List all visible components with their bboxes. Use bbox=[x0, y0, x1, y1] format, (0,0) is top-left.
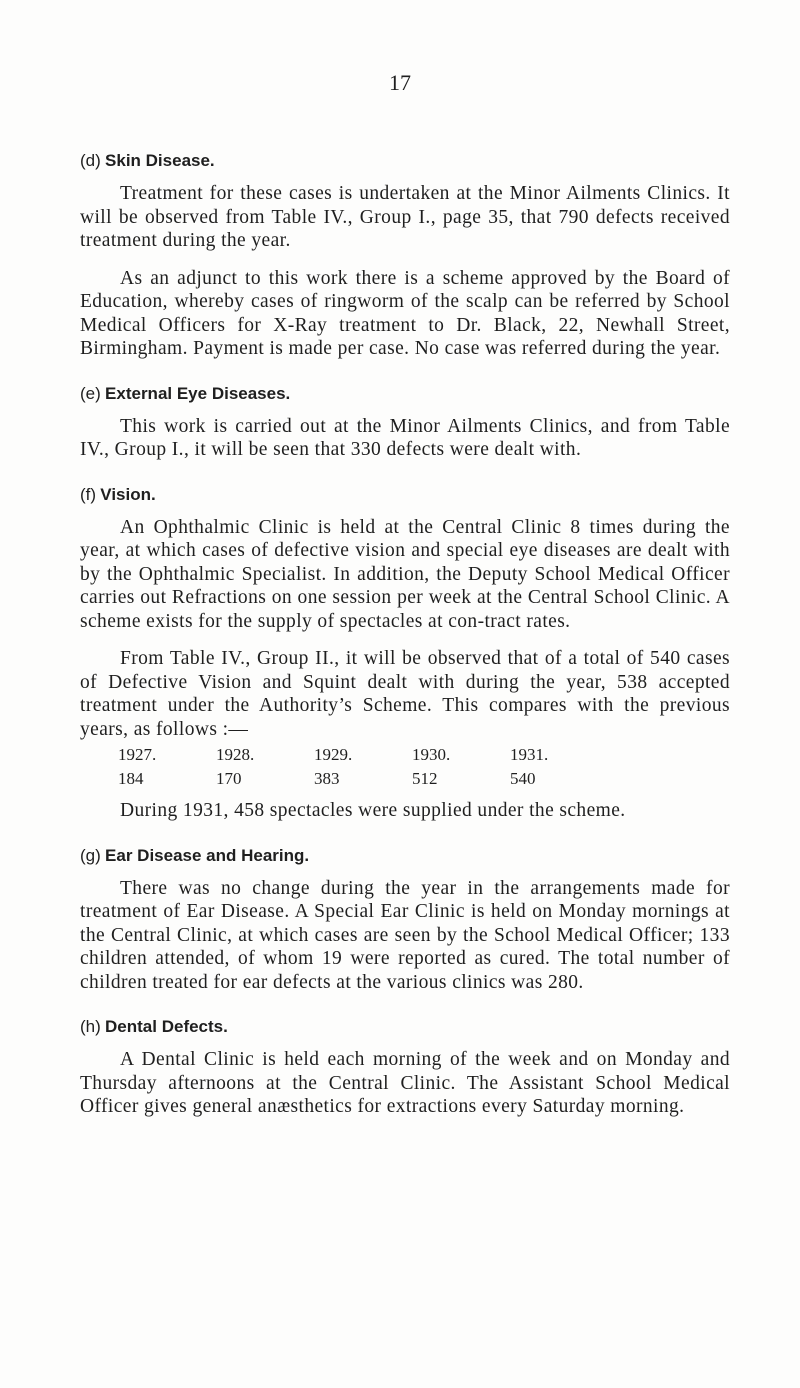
table-count: 184 bbox=[118, 769, 144, 788]
paragraph: This work is carried out at the Minor Ailments Clinics, and from Table IV., Group I., it will be seen that 330 defects were dealt with. bbox=[80, 415, 730, 460]
section-title: Dental Defects. bbox=[105, 1017, 228, 1036]
table-count: 383 bbox=[314, 769, 340, 788]
paragraph: A Dental Clinic is held each morning of the week and on Monday and Thursday afternoons at the Central Clinic. The Assistant School Medical Officer gives general anæsthetics for extractions every Saturday morning. bbox=[80, 1049, 730, 1117]
paragraph: Treatment for these cases is undertaken at the Minor Ailments Clinics. It will be observed from Table IV., Group I., page 35, that 790 defects received treatment during the year. bbox=[80, 183, 730, 251]
table-count: 540 bbox=[510, 769, 536, 788]
page-number: 17 bbox=[389, 70, 411, 95]
paragraph: From Table IV., Group II., it will be observed that of a total of 540 cases of Defective Vision and Squint dealt with during the year, 538 accepted treatment under the Authority’s Scheme. This compares with the previous years, as follows :— bbox=[80, 648, 730, 740]
section-external-eye-diseases bbox=[80, 383, 730, 462]
paragraph: An Ophthalmic Clinic is held at the Central Clinic 8 times during the year, at which cases of defective vision and special eye diseases are dealt with by the Ophthalmic Specialist. In addition, the Deputy School Medical Officer carries out Refractions on one session per week at the Central School Clinic. A scheme exists for the supply of spectacles at con-tract rates. bbox=[80, 516, 730, 632]
table-year: 1928. bbox=[216, 745, 255, 764]
section-heading bbox=[80, 150, 730, 172]
table-count: 512 bbox=[412, 769, 438, 788]
section-heading bbox=[80, 383, 730, 405]
section-vision bbox=[80, 484, 730, 823]
section-title: Vision. bbox=[100, 484, 156, 504]
section-title: Skin Disease. bbox=[105, 151, 215, 170]
section-ear-disease bbox=[80, 845, 730, 995]
section-heading bbox=[80, 484, 730, 506]
vision-cases-table bbox=[118, 743, 730, 791]
paragraph: During 1931, 458 spectacles were supplied under the scheme. bbox=[120, 800, 626, 821]
section-marker: (h) bbox=[80, 1017, 101, 1036]
section-skin-disease bbox=[80, 150, 730, 361]
table-year: 1929. bbox=[314, 745, 353, 764]
table-year: 1931. bbox=[510, 745, 549, 764]
section-title: Ear Disease and Hearing. bbox=[105, 845, 310, 865]
section-marker: (d) bbox=[80, 151, 101, 170]
table-year: 1927. bbox=[118, 745, 157, 764]
section-dental-defects bbox=[80, 1016, 730, 1119]
section-marker: (e) bbox=[80, 383, 101, 403]
paragraph: As an adjunct to this work there is a scheme approved by the Board of Education, whereby cases of ringworm of the scalp can be referred by School Medical Officers for X-Ray treatment to Dr. Black, 22, Newhall Street, Birmingham. Payment is made per case. No case was referred during the year. bbox=[80, 267, 730, 359]
table-count: 170 bbox=[216, 769, 242, 788]
section-heading bbox=[80, 1016, 730, 1038]
paragraph: There was no change during the year in the arrangements made for treatment of Ear Disease. A Special Ear Clinic is held on Monday mornings at the Central Clinic, at which cases are seen by the School Medical Officer; 133 children attended, of whom 19 were reported as cured. The total number of children treated for ear defects at the various clinics was 280. bbox=[80, 877, 730, 993]
section-marker: (g) bbox=[80, 845, 101, 865]
section-heading bbox=[80, 845, 730, 867]
section-marker: (f) bbox=[80, 484, 97, 504]
table-year: 1930. bbox=[412, 745, 451, 764]
section-title: External Eye Diseases. bbox=[105, 383, 291, 403]
document-body bbox=[80, 150, 730, 1141]
